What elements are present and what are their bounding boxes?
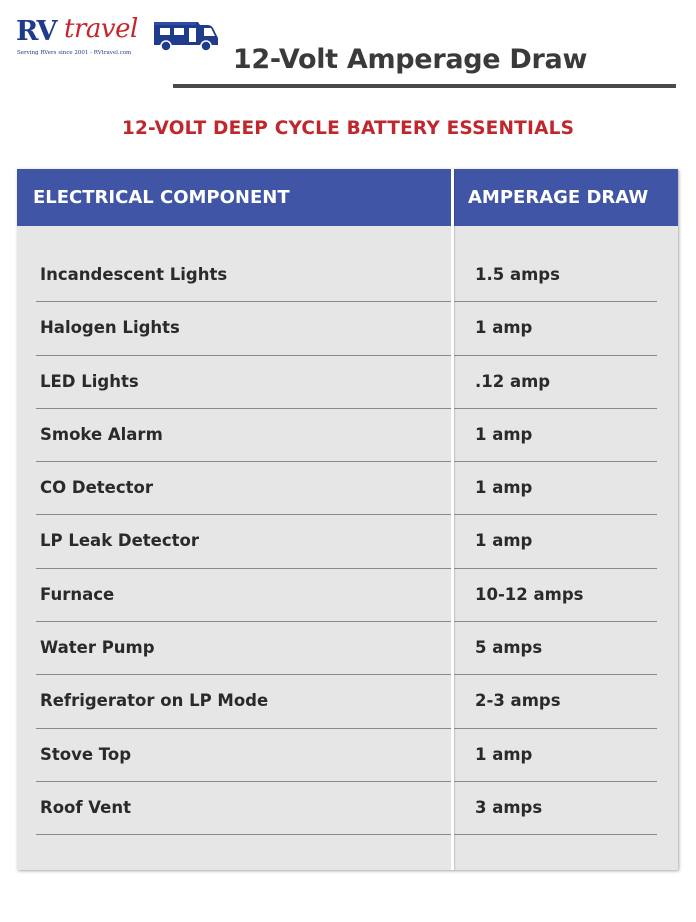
table-row xyxy=(17,462,678,515)
component-cell: Halogen Lights xyxy=(40,318,180,338)
component-cell: Water Pump xyxy=(40,638,155,658)
amperage-cell: 5 amps xyxy=(475,638,543,658)
table-row xyxy=(17,409,678,462)
table-row xyxy=(17,675,678,728)
table-row xyxy=(17,782,678,835)
table-row xyxy=(17,515,678,568)
component-cell: Incandescent Lights xyxy=(40,265,228,284)
table-row xyxy=(17,302,678,355)
component-cell: Smoke Alarm xyxy=(40,424,163,444)
amperage-cell: .12 amp xyxy=(475,371,551,391)
table-body xyxy=(17,249,678,835)
amperage-cell: 1 amp xyxy=(475,318,533,338)
row-rule xyxy=(36,834,451,835)
amperage-cell: 3 amps xyxy=(475,797,543,817)
amperage-cell: 1 amp xyxy=(475,744,533,764)
table-row xyxy=(17,249,678,302)
header-amperage-draw: AMPERAGE DRAW xyxy=(468,187,649,208)
amperage-cell: 10-12 amps xyxy=(475,584,584,604)
section-subtitle: 12-VOLT DEEP CYCLE BATTERY ESSENTIALS xyxy=(121,118,575,139)
table-header xyxy=(17,169,678,226)
row-rule xyxy=(454,834,657,835)
component-cell: LED Lights xyxy=(40,371,139,391)
component-cell: LP Leak Detector xyxy=(40,531,200,551)
component-cell: Refrigerator on LP Mode xyxy=(40,691,269,711)
page-title: 12-Volt Amperage Draw xyxy=(232,44,588,75)
table-row xyxy=(17,569,678,622)
amperage-table xyxy=(17,169,678,870)
amperage-cell: 1.5 amps xyxy=(475,265,560,284)
logo-rv-text: RV xyxy=(16,16,57,47)
amperage-cell: 1 amp xyxy=(475,531,533,551)
header-electrical-component: ELECTRICAL COMPONENT xyxy=(33,187,290,208)
title-divider xyxy=(173,84,676,88)
component-cell: CO Detector xyxy=(40,478,153,498)
component-cell: Stove Top xyxy=(40,744,132,764)
table-row xyxy=(17,622,678,675)
component-cell: Furnace xyxy=(40,584,115,604)
amperage-cell: 1 amp xyxy=(475,478,533,498)
table-row xyxy=(17,729,678,782)
amperage-cell: 1 amp xyxy=(475,424,533,444)
amperage-cell: 2-3 amps xyxy=(475,691,561,711)
table-row xyxy=(17,356,678,409)
logo-tagline: Serving RVers since 2001 - RVtravel.com xyxy=(17,50,132,56)
logo-travel-text: travel xyxy=(64,14,138,44)
component-cell: Roof Vent xyxy=(40,797,131,817)
